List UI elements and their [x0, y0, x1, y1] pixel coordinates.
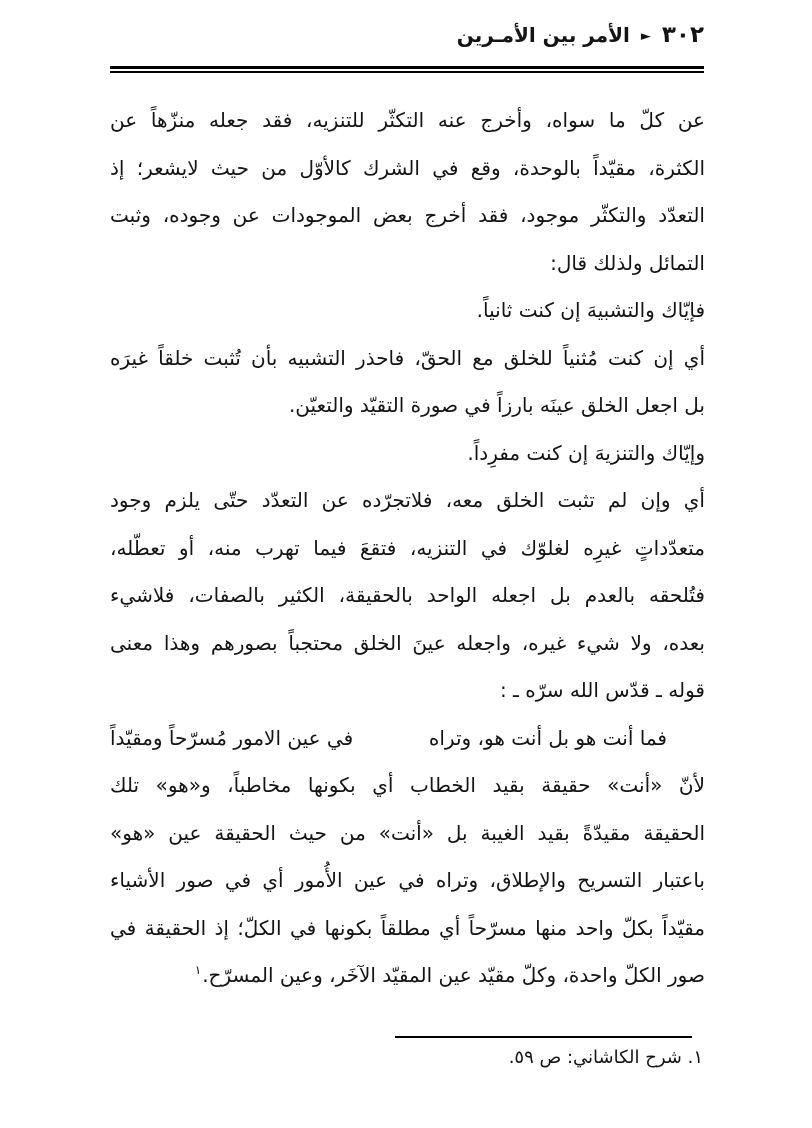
arrow-right-icon: ►	[640, 28, 651, 44]
quoted-verse-line: فإيّاك والتشبيهَ إن كنت ثانياً.	[476, 298, 705, 322]
text-line: قوله ـ قدّس الله سرّه ـ :	[499, 678, 705, 702]
page-number: ٣٠٢	[661, 22, 704, 48]
text-line: مقيّداً بكلّ واحد منها مسرّحاً أي مطلقاً بكونها في الكلّ؛ إذ الحقيقة في	[110, 915, 705, 940]
text-line: لأنّ «أنت» حقيقة بقيد الخطاب أي بكونها مخاطباً، و«هو» تلك	[110, 773, 705, 797]
text-line: بعده، ولا شيء غيره، واجعله عينَ الخلق محتجباً بصورهم وهذا معنى	[110, 630, 705, 655]
footnote-divider	[395, 1036, 692, 1038]
text-line: الكثرة، مقيّداً بالوحدة، وقع في الشرك كالأوّل من حيث لايشعر؛ إذ	[110, 155, 705, 180]
quoted-verse-line: وإيّاك والتنزيهَ إن كنت مفرِداً.	[467, 440, 705, 465]
text-line: أي إن كنت مُثنياً للخلق مع الحقّ، فاحذر التشبيه بأن تُثبت خلقاً غيرَه	[110, 345, 705, 370]
footnote-marker: ١	[194, 963, 202, 978]
header-divider	[110, 66, 704, 73]
page-header	[457, 22, 704, 48]
poetry-hemistich-first: فما أنت هو بل أنت هو، وتراه	[428, 725, 667, 750]
divider-thin-line	[110, 71, 704, 73]
text-line: الحقيقة مقيدّةً بقيد الغيبة بل «أنت» من حيث الحقيقة عين «هو»	[110, 820, 705, 845]
poetry-line	[110, 715, 705, 763]
page-body	[110, 97, 705, 1000]
text-line: عن كلّ ما سواه، وأخرج عنه التكثّر للتنزيه، فقد جعله منزّهاً عن	[110, 108, 705, 132]
page-footer	[110, 1036, 705, 1068]
text-line: باعتبار التسريح والإطلاق، وتراه في عين الأُمور أي في صور الأشياء	[110, 868, 705, 892]
text-line: متعدّداتٍ غيرِه لغلوّك في التنزيه، فتقعَ فيما تهرب منه، أو تعطّله،	[110, 535, 705, 560]
text-line-with-footnote-ref	[110, 952, 705, 1000]
footnote-text: ١. شرح الكاشاني: ص ٥٩.	[508, 1047, 703, 1068]
text-line: بل اجعل الخلق عينَه بارزاً في صورة التقيّد والتعيّن.	[288, 393, 705, 417]
text-line: فتُلحقه بالعدم بل اجعله الواحد بالحقيقة، الكثير بالصفات، فلاشيء	[110, 583, 705, 607]
text-line: صور الكلّ واحدة، وكلّ مقيّد عين المقيّد الآخَر، وعين المسرّح.	[202, 963, 705, 987]
book-title: الأمر بين الأمـرين	[456, 23, 630, 47]
text-line: التمائل ولذلك قال:	[550, 250, 705, 275]
text-line: التعدّد والتكثّر موجود، فقد أخرج بعض الموجودات عن وجوده، وثبت	[110, 203, 705, 227]
text-line: أي وإن لم تثبت الخلق معه، فلاتجرّده عن التعدّد حتّى يلزم وجود	[110, 488, 705, 512]
poetry-hemistich-second: في عين الامور مُسرّحاً ومقيّداً	[110, 725, 354, 750]
divider-thick-line	[110, 66, 704, 69]
